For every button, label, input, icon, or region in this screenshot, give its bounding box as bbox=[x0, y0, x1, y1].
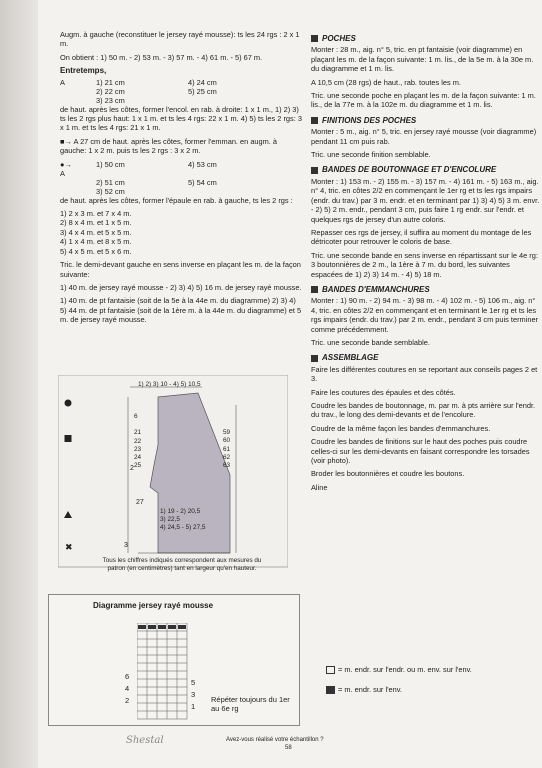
size-marker: ●→ A bbox=[60, 159, 72, 178]
diagram-caption: Tous les chiffres indiqués correspondent aux mesures du patron (en centimètres) tant en largeur qu'en hauteur. bbox=[102, 557, 262, 572]
repeat-note: Répéter toujours du 1er au 6e rg bbox=[211, 695, 290, 713]
paragraph: On obtient : 1) 50 m. - 2) 53 m. - 3) 57 m. - 4) 61 m. - 5) 67 m. bbox=[60, 52, 263, 62]
paragraph: Broder les boutonnières et coudre les boutons. bbox=[311, 469, 465, 479]
shoulder-line: 1) 2 x 3 m. et 7 x 4 m. bbox=[60, 209, 132, 219]
bottom-left-label: 3 bbox=[124, 542, 128, 549]
shoulder-line: 5) 4 x 5 m. et 5 x 6 m. bbox=[60, 246, 132, 256]
footer-text: Avez-vous réalisé votre échantillon ? bbox=[226, 737, 324, 743]
paragraph: Repasser ces rgs de jersey, il suffira au moment du montage de les détricoter pour retrouver le coloris de base. bbox=[311, 227, 532, 247]
size-value: 3) 52 cm bbox=[96, 186, 125, 196]
stitch-grid bbox=[137, 623, 197, 723]
empty-square-icon bbox=[326, 666, 335, 674]
square-marker-icon bbox=[65, 435, 72, 442]
measure-number: 62 bbox=[223, 453, 231, 461]
paragraph: Coudre les bandes de finitions sur le haut des poches puis coudre celles-ci sur les demi-devants en faisant correspondre les torsades (voir photo). bbox=[311, 437, 530, 466]
section-heading-emmanchures: BANDES D'EMMANCHURES bbox=[311, 285, 542, 294]
measure-number: 22 bbox=[134, 437, 142, 445]
paragraph: Tric. le demi-devant gauche en sens inverse en plaçant les m. de la façon suivante: bbox=[60, 260, 301, 279]
row-number: 4 bbox=[125, 684, 130, 693]
size-table bbox=[60, 160, 302, 196]
measure-number: 61 bbox=[223, 445, 231, 453]
right-measure-labels bbox=[223, 429, 230, 470]
page-binding-shadow bbox=[0, 0, 40, 768]
measure-number: 60 bbox=[223, 437, 231, 445]
stitch-legend bbox=[326, 660, 472, 700]
paragraph: Tric. une seconde bande semblable. bbox=[311, 337, 430, 347]
paragraph: de haut. après les côtes, former l'épaule en rab. à gauche, ts les 2 rgs : bbox=[60, 195, 293, 205]
section-heading-poches: POCHES bbox=[311, 34, 542, 43]
measure-number: 24 bbox=[134, 454, 142, 462]
right-column bbox=[311, 28, 542, 496]
measure-number: 3) 22,5 bbox=[160, 516, 180, 523]
pattern-diagram bbox=[58, 375, 288, 595]
size-value: 2) 22 cm bbox=[96, 86, 125, 96]
size-value: 5) 25 cm bbox=[188, 86, 217, 96]
cross-marker-icon: ✖ bbox=[65, 542, 73, 552]
side-label: 2 bbox=[130, 465, 134, 472]
size-value: 5) 54 cm bbox=[188, 177, 217, 187]
paragraph: de haut. après les côtes, former l'encol. en rab. à droite: 1 x 1 m., 1) 2) 3) ts les 2 rgs plus haut: 1 x 1 m. et ts les 4 rgs: 22 x 1 m. 4) 5) ts les 2 rgs: 3 x 1 m. et ts les 4 rgs: 21 x 1 m. bbox=[60, 104, 302, 133]
paragraph: Monter : 1) 153 m. - 2) 155 m. - 3) 157 m. - 4) 161 m. - 5) 163 m., aig. n° 4, tric. en côtes 2/2 en commençant le 1er rg et ts les rgs impairs (endr. du trav.) par 3 m. endr. et en terminant par 1) 3) 4) 5) 3 m. envr. - 2) 5) 2 m. endr., pendant 3 cm, puis faire 1 rg endr. sur l'endr. et quelques rgs de jersey d'un autre coloris. bbox=[311, 176, 540, 224]
size-value: 2) 51 cm bbox=[96, 177, 125, 187]
size-value: 1) 50 cm bbox=[96, 159, 125, 169]
paragraph: Coudre de la même façon les bandes d'emmanchures. bbox=[311, 423, 491, 433]
row-number: 1 bbox=[191, 702, 196, 711]
heading-square-icon bbox=[311, 117, 318, 124]
row-number: 2 bbox=[125, 696, 130, 705]
paragraph: 1) 40 m. de jersey rayé mousse - 2) 3) 4) 5) 16 m. de jersey rayé mousse. bbox=[60, 282, 302, 292]
measure-number: 21 bbox=[134, 429, 142, 437]
section-heading-assemblage: ASSEMBLAGE bbox=[311, 353, 542, 362]
stitch-diagram-box bbox=[48, 594, 300, 726]
paragraph: Tric. une seconde poche en plaçant les m. de la façon suivante: 1 m. lis., de la 77e m. à la 102e m. du diagramme et 1 m. lis. bbox=[311, 91, 536, 110]
paragraph: Tric. une seconde bande en sens inverse en répartissant sur le 4e rg: 3 boutonnières de 2 m., la 1ère à 7 m. du bord, les suivantes espacées de 1) 2) 3) 14 m. - 4) 5) 18 m. bbox=[311, 250, 538, 279]
size-value: 4) 53 cm bbox=[188, 159, 217, 169]
row-number: 3 bbox=[191, 690, 196, 699]
filled-square-icon bbox=[326, 686, 335, 694]
paragraph: A 10,5 cm (28 rgs) de haut., rab. toutes les m. bbox=[311, 77, 461, 87]
top-measure-label: 1) 2) 3) 10 - 4) 5) 10,5 bbox=[138, 381, 201, 388]
paragraph: Monter : 5 m., aig. n° 5, tric. en jersey rayé mousse (voir diagramme) pendant 11 cm puis rab. bbox=[311, 127, 537, 146]
shoulder-line: 3) 4 x 4 m. et 5 x 5 m. bbox=[60, 227, 132, 237]
measure-number: 23 bbox=[134, 445, 142, 453]
author-signature: Aline bbox=[311, 482, 328, 492]
paragraph: Coudre les bandes de boutonnage, m. par m. à pts arrière sur l'endr. du trav., le long des demi-devants et de l'encolure. bbox=[311, 401, 536, 420]
measure-number: 59 bbox=[223, 429, 231, 436]
page-number: 58 bbox=[285, 745, 292, 751]
left-measure-labels bbox=[134, 413, 141, 471]
bottom-measure-labels bbox=[160, 508, 205, 532]
size-marker: A bbox=[60, 77, 65, 87]
row-number: 5 bbox=[191, 678, 196, 687]
measure-number: 4) 24,5 - 5) 27,5 bbox=[160, 524, 206, 531]
paragraph: Faire les différentes coutures en se reportant aux conseils pages 2 et 3. bbox=[311, 364, 538, 384]
shoulder-line: 4) 1 x 4 m. et 8 x 5 m. bbox=[60, 237, 132, 247]
size-value: 3) 23 cm bbox=[96, 95, 125, 105]
heading-square-icon bbox=[311, 355, 318, 362]
legend-item: = m. endr. sur l'env. bbox=[326, 680, 472, 700]
paragraph: Monter : 1) 90 m. - 2) 94 m. - 3) 98 m. - 4) 102 m. - 5) 106 m., aig. n° 4, tric. en côtes 2/2 en commençant et en terminant le 1er rg et ts les rgs impairs (endr. du trav.) par 2 m. endr., pendant 3 cm puis terminer comme précédemment. bbox=[311, 296, 539, 334]
size-value: 1) 21 cm bbox=[96, 77, 125, 87]
paragraph: Monter : 28 m., aig. n° 5, tric. en pt fantaisie (voir diagramme) en plaçant les m. de la façon suivante: 1 m. lis., de la 5e m. à la 30e m. du diagramme et 1 m. lis. bbox=[311, 45, 534, 74]
measure-number: 25 bbox=[134, 462, 142, 470]
subheading: Entretemps, bbox=[60, 66, 107, 76]
section-heading-finitions: FINITIONS DES POCHES bbox=[311, 116, 542, 125]
legend-item: = m. endr. sur l'endr. ou m. env. sur l'env. bbox=[326, 660, 472, 680]
size-value: 4) 24 cm bbox=[188, 77, 217, 87]
heading-square-icon bbox=[311, 35, 318, 42]
circle-marker-icon bbox=[65, 400, 72, 407]
paragraph: Tric. une seconde finition semblable. bbox=[311, 150, 431, 160]
paragraph: ■→ A 27 cm de haut. après les côtes, former l'emman. en augm. à gauche: 1 x 2 m. puis ts les 2 rgs : 3 x 2 m. bbox=[60, 136, 278, 156]
shoulder-line: 2) 8 x 4 m. et 1 x 5 m. bbox=[60, 218, 132, 228]
paragraph: Faire les coutures des épaules et des côtés. bbox=[311, 387, 456, 397]
section-heading-bandes: BANDES DE BOUTONNAGE ET D'ENCOLURE bbox=[311, 165, 542, 174]
measure-number: 6 bbox=[134, 413, 138, 420]
size-table bbox=[60, 78, 302, 105]
row-numbers-left bbox=[125, 671, 129, 707]
heading-square-icon bbox=[311, 286, 318, 293]
left-column bbox=[60, 30, 302, 329]
measure-number: 1) 19 - 2) 20,5 bbox=[160, 508, 201, 515]
measure-number: 63 bbox=[223, 462, 231, 470]
row-numbers-right bbox=[191, 677, 195, 713]
paragraph: Augm. à gauche (reconstituer le jersey rayé mousse): ts les 24 rgs : 2 x 1 m. bbox=[60, 30, 300, 49]
side-label: 27 bbox=[136, 499, 144, 506]
paragraph: 1) 40 m. de pt fantaisie (soit de la 5e à la 44e m. du diagramme) 2) 3) 4) 5) 44 m. de pt fantaisie (soit de la 1ère m. à la 44e m. du diagramme) et 5 m. de jersey rayé mousse. bbox=[60, 296, 302, 325]
row-number: 6 bbox=[125, 672, 130, 681]
heading-square-icon bbox=[311, 167, 318, 174]
designer-signature: Shestal bbox=[126, 735, 164, 746]
stitch-diagram-title: Diagramme jersey rayé mousse bbox=[93, 601, 214, 610]
